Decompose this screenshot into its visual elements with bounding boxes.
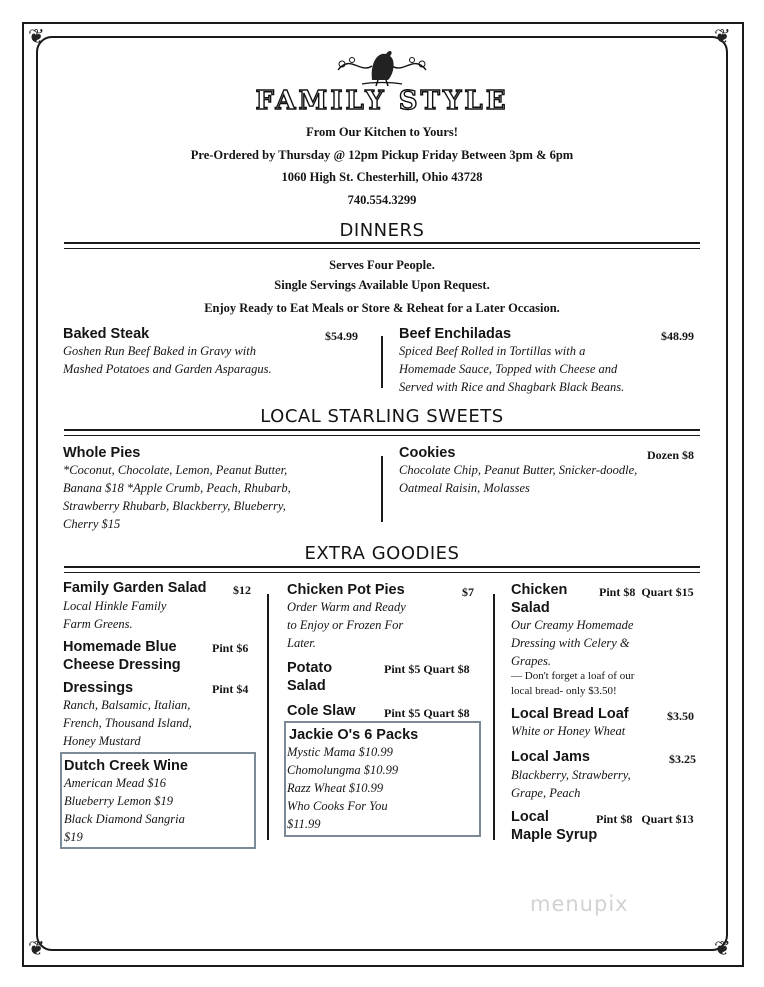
desc-chicken-salad: Our Creamy Homemade Dressing with Celery & Grapes. xyxy=(511,618,634,668)
order-info: Pre-Ordered by Thursday @ 12pm Pickup Friday Between 3pm & 6pm xyxy=(190,148,574,162)
item-name-chicken-pot-pies: Chicken Pot Pies xyxy=(287,582,405,598)
item-name-dutch-creek-wine: Dutch Creek Wine xyxy=(64,758,188,774)
floral-corner-icon: ❦ xyxy=(28,24,45,48)
address: 1060 High St. Chesterhill, Ohio 43728 xyxy=(281,170,483,184)
divider xyxy=(64,572,700,573)
item-name-beef-enchiladas: Beef Enchiladas xyxy=(399,326,512,342)
item-name-cole-slaw: Cole Slaw xyxy=(287,703,356,719)
item-name-blue-cheese-dressing: Homemade Blue Cheese Dressing xyxy=(63,639,181,673)
item-name-cookies: Cookies xyxy=(399,445,456,461)
item-name-chicken-salad: Chicken Salad xyxy=(511,582,568,616)
price-cole-slaw: Pint $5 Quart $8 xyxy=(384,706,470,720)
desc-bread-loaf: White or Honey Wheat xyxy=(511,724,626,738)
item-name-potato-salad: Potato Salad xyxy=(287,660,333,694)
price-chicken-salad: Pint $8 Quart $15 xyxy=(599,585,694,599)
tagline: From Our Kitchen to Yours! xyxy=(306,125,458,139)
item-name-baked-steak: Baked Steak xyxy=(63,326,150,342)
desc-whole-pies: *Coconut, Chocolate, Lemon, Peanut Butter, Banana $18 *Apple Crumb, Peach, Rhubarb, Strawberry Rhubarb, Blackberry, Blueberry, Cherry $15 xyxy=(63,463,291,531)
desc-garden-salad: Local Hinkle Family Farm Greens. xyxy=(63,599,167,631)
floral-corner-icon: ❦ xyxy=(28,936,45,960)
column-divider xyxy=(493,594,495,840)
phone: 740.554.3299 xyxy=(347,193,417,207)
divider xyxy=(64,435,700,436)
desc-chicken-pot-pies: Order Warm and Ready to Enjoy or Frozen For Later. xyxy=(287,600,406,650)
dinners-serves: Serves Four People. xyxy=(329,258,435,272)
price-beef-enchiladas: $48.99 xyxy=(661,329,694,343)
item-name-bread-loaf: Local Bread Loaf xyxy=(511,706,629,722)
price-chicken-pot-pies: $7 xyxy=(462,585,474,599)
column-divider xyxy=(267,594,269,840)
price-garden-salad: $12 xyxy=(233,583,251,597)
item-name-dressings: Dressings xyxy=(63,680,134,696)
item-name-garden-salad: Family Garden Salad xyxy=(63,580,207,596)
section-title-dinners: DINNERS xyxy=(339,220,425,241)
item-name-local-jams: Local Jams xyxy=(511,749,590,765)
bread-note: — Don't forget a loaf of our local bread- only $3.50! xyxy=(511,670,635,697)
desc-local-jams: Blackberry, Strawberry, Grape, Peach xyxy=(511,768,631,800)
price-local-jams: $3.25 xyxy=(669,752,696,766)
floral-corner-icon: ❦ xyxy=(714,936,731,960)
item-name-whole-pies: Whole Pies xyxy=(63,445,141,461)
watermark: menupix xyxy=(530,892,629,916)
dinners-enjoy: Enjoy Ready to Eat Meals or Store & Reheat for a Later Occasion. xyxy=(204,301,560,315)
desc-dutch-creek-wine: American Mead $16 Blueberry Lemon $19 Black Diamond Sangria $19 xyxy=(64,776,185,844)
price-baked-steak: $54.99 xyxy=(325,329,358,343)
dinners-single: Single Servings Available Upon Request. xyxy=(274,278,490,292)
divider xyxy=(64,248,700,249)
price-blue-cheese-dressing: Pint $6 xyxy=(212,641,249,655)
divider xyxy=(64,566,700,568)
column-divider xyxy=(381,456,383,522)
item-name-jackie-os: Jackie O's 6 Packs xyxy=(289,727,419,743)
price-potato-salad: Pint $5 Quart $8 xyxy=(384,662,470,676)
menu-title: FAMILY STYLE xyxy=(255,86,509,116)
desc-baked-steak: Goshen Run Beef Baked in Gravy with Mashed Potatoes and Garden Asparagus. xyxy=(63,344,272,376)
price-cookies: Dozen $8 xyxy=(647,448,694,462)
column-divider xyxy=(381,336,383,388)
floral-corner-icon: ❦ xyxy=(714,24,731,48)
price-maple-syrup: Pint $8 Quart $13 xyxy=(596,812,694,826)
desc-cookies: Chocolate Chip, Peanut Butter, Snicker-doodle, Oatmeal Raisin, Molasses xyxy=(399,463,638,495)
rooster-floral-logo-icon xyxy=(332,40,432,88)
desc-jackie-os: Mystic Mama $10.99 Chomolungma $10.99 Razz Wheat $10.99 Who Cooks For You $11.99 xyxy=(287,745,399,831)
price-bread-loaf: $3.50 xyxy=(667,709,694,723)
price-dressings: Pint $4 xyxy=(212,682,249,696)
desc-beef-enchiladas: Spiced Beef Rolled in Tortillas with a Homemade Sauce, Topped with Cheese and Served with Rice and Shagbark Black Beans. xyxy=(399,344,625,394)
desc-dressings: Ranch, Balsamic, Italian, French, Thousand Island, Honey Mustard xyxy=(63,698,192,748)
item-name-maple-syrup: Local Maple Syrup xyxy=(511,809,598,843)
divider xyxy=(64,242,700,244)
section-title-extras: EXTRA GOODIES xyxy=(304,543,460,564)
section-title-sweets: LOCAL STARLING SWEETS xyxy=(260,406,504,427)
divider xyxy=(64,429,700,431)
